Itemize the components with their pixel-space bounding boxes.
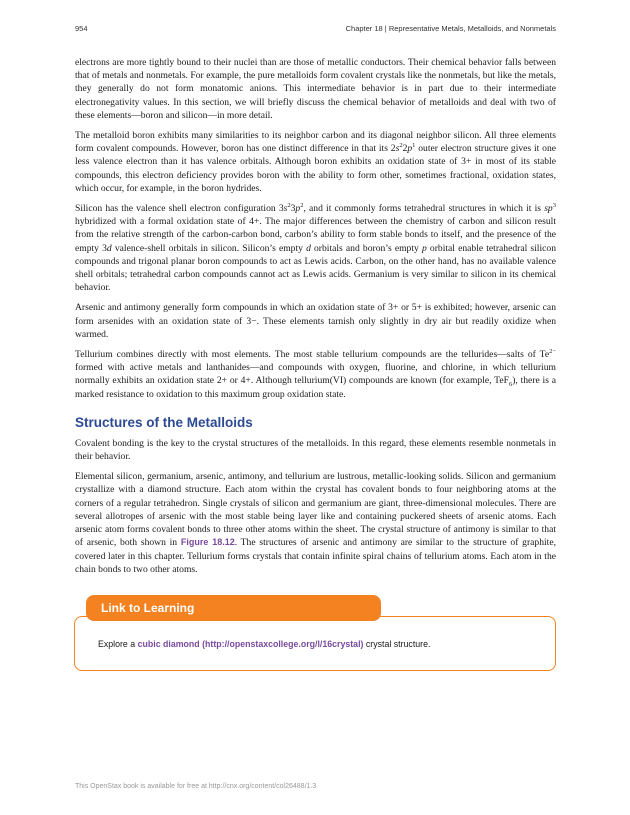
- main-content: [75, 56, 556, 583]
- paragraph-2: The metalloid boron exhibits many similarities to its neighbor carbon and its diagonal neighbor silicon. All three elements form covalent compounds. However, boron has one distinct difference in that its $2s^22p^1$ outer electron structure gives it one less valence electron than it has valence orbitals. Although boron exhibits an oxidation state of 3+ in most of its stable compounds, this electron deficiency provides boron with the ability to form other, sometimes fractional, oxidation states, which occur, for example, in the boron hydrides.: [75, 130, 556, 194]
- running-head: Chapter 18 | Representative Metals, Metalloids, and Nonmetals: [345, 24, 556, 33]
- section-heading: Structures of the Metalloids: [75, 414, 253, 430]
- paragraph-5: Tellurium combines directly with most elements. The most stable tellurium compounds are the tellurides—salts of $Te^{2-}$ formed with active metals and lanthanides—and compounds with oxygen, fluorine, and chlorine, in which tellurium normally exhibits an oxidation state 2+ or 4+. Although tellurium(VI) compounds are known (for example, TeF$_6$), there is a marked resistance to oxidation to this maximum group oxidation state.: [75, 347, 556, 400]
- footer: This OpenStax book is available for free at http://cnx.org/content/col26488/1.3: [75, 783, 317, 790]
- paragraph-3: Silicon has the valence shell electron configuration $3s^23p^2$, and it commonly forms tetrahedral structures in which it is $sp^3$ hybridized with a formal oxidation state of 4+. The major differences between the chemistry of carbon and silicon result from the relative strength of the carbon-carbon bond, carbon’s ability to form stable bonds to itself, and the presence of the empty 3d valence-shell orbitals in silicon. Silicon’s empty d orbitals and boron’s empty p orbital enable tetrahedral silicon compounds and trigonal planar boron compounds to act as Lewis acids. Carbon, on the other hand, has no available valence shell orbitals; tetrahedral carbon compounds cannot act as Lewis acids. Germanium is very similar to silicon in its chemical behavior.: [75, 201, 556, 294]
- link-to-learning-text: Explore a cubic diamond (http://openstaxcollege.org/l/16crystal) crystal structure.: [98, 639, 431, 649]
- page-number: 954: [75, 24, 88, 33]
- paragraph-4: Arsenic and antimony generally form compounds in which an oxidation state of 3+ or 5+ is exhibited; however, arsenic can form arsenides with an oxidation state of 3−. These elements tarnish only slightly in dry air but readily oxidize when warmed.: [75, 302, 556, 340]
- paragraph-1: electrons are more tightly bound to their nuclei than are those of metallic conductors. Their chemical behavior falls between that of metals and nonmetals. For example, the pure metalloids form covalent crystals like the nonmetals, but like the metals, they generally do not form monatomic anions. This intermediate behavior is in part due to their intermediate electronegativity values. In this section, we will briefly discuss the chemical behavior of metalloids and deal with two of these elements—boron and silicon—in more detail.: [75, 57, 556, 121]
- cubic-diamond-link[interactable]: cubic diamond (http://openstaxcollege.org/l/16crystal): [137, 639, 364, 649]
- link-to-learning-title: Link to Learning: [101, 601, 195, 615]
- paragraph-6: Covalent bonding is the key to the crystal structures of the metalloids. In this regard, these elements resemble nonmetals in their behavior.: [75, 437, 556, 463]
- figure-link[interactable]: Figure 18.12: [180, 537, 235, 548]
- paragraph-7: Elemental silicon, germanium, arsenic, antimony, and tellurium are lustrous, metallic-looking solids. Silicon and germanium crystallize with a diamond structure. Each atom within the crystal has covalent bonds to four neighboring atoms at the corners of a regular tetrahedron. Single crystals of silicon and germanium are giant, three-dimensional molecules. There are several allotropes of arsenic with the most stable being layer like and containing puckered sheets of arsenic atoms. Each arsenic atom forms covalent bonds to three other atoms within the sheet. The crystal structure of antimony is similar to that of arsenic, both shown in Figure 18.12. The structures of arsenic and antimony are similar to the structure of graphite, covered later in this chapter. Tellurium forms crystals that contain infinite spiral chains of tellurium atoms. Each atom in the chain bonds to two other atoms.: [75, 471, 556, 575]
